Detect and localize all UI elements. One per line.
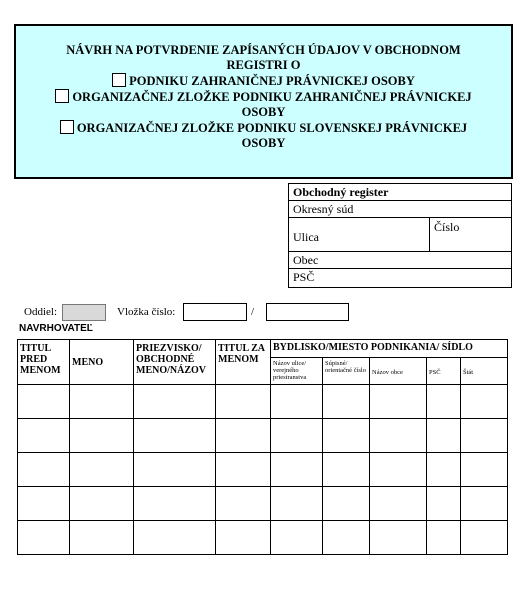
registry-divider <box>429 218 430 251</box>
registry-street-field[interactable] <box>289 218 511 252</box>
col-state: Štát <box>461 358 508 385</box>
checkbox-slovak-branch[interactable] <box>60 120 74 134</box>
col-title-after: TITUL ZA MENOM <box>216 340 271 385</box>
col-name: MENO <box>70 340 134 385</box>
table-cell[interactable] <box>461 385 508 419</box>
table-cell[interactable] <box>461 453 508 487</box>
option-slovak-branch-cont: OSOBY <box>241 136 286 150</box>
table-cell[interactable] <box>18 487 70 521</box>
table-cell[interactable] <box>70 453 134 487</box>
insert-separator: / <box>251 306 255 318</box>
table-cell[interactable] <box>427 487 461 521</box>
table-cell[interactable] <box>271 487 323 521</box>
registry-header: Obchodný register <box>289 184 511 201</box>
table-cell[interactable] <box>134 385 216 419</box>
applicant-table <box>17 339 508 555</box>
table-cell[interactable] <box>461 419 508 453</box>
option-foreign-entity-label: PODNIKU ZAHRANIČNEJ PRÁVNICKEJ OSOBY <box>129 74 415 88</box>
table-cell[interactable] <box>427 419 461 453</box>
table-row <box>18 453 508 487</box>
table-cell[interactable] <box>134 487 216 521</box>
insert-suffix-input[interactable] <box>266 303 349 321</box>
option-slovak-branch-label: ORGANIZAČNEJ ZLOŽKE PODNIKU SLOVENSKEJ PRÁVNICKEJ <box>76 121 468 135</box>
section-input[interactable] <box>62 304 106 321</box>
registry-postal-field[interactable] <box>289 269 511 287</box>
col-address-group: BYDLISKO/MIESTO PODNIKANIA/ SÍDLO <box>271 340 508 358</box>
table-cell[interactable] <box>271 385 323 419</box>
table-row <box>18 419 508 453</box>
registry-street-label: Ulica <box>293 230 319 244</box>
insert-number-input[interactable] <box>183 303 247 321</box>
option-foreign-branch-label: ORGANIZAČNEJ ZLOŽKE PODNIKU ZAHRANIČNEJ PRÁVNICKEJ <box>72 90 472 104</box>
section-label: Oddiel: <box>24 306 57 318</box>
table-row <box>18 487 508 521</box>
col-number: Súpisné/ orientačné číslo <box>323 358 370 385</box>
table-cell[interactable] <box>323 453 370 487</box>
form-title-box <box>14 24 513 179</box>
table-cell[interactable] <box>70 521 134 555</box>
table-cell[interactable] <box>18 521 70 555</box>
table-cell[interactable] <box>370 385 427 419</box>
col-surname: PRIEZVISKO/ OBCHODNÉ MENO/NÁZOV <box>134 340 216 385</box>
table-cell[interactable] <box>70 419 134 453</box>
table-cell[interactable] <box>18 453 70 487</box>
table-cell[interactable] <box>461 487 508 521</box>
table-cell[interactable] <box>216 419 271 453</box>
table-cell[interactable] <box>323 385 370 419</box>
table-cell[interactable] <box>427 453 461 487</box>
table-cell[interactable] <box>427 385 461 419</box>
table-cell[interactable] <box>70 385 134 419</box>
table-cell[interactable] <box>271 419 323 453</box>
registry-postal-label: PSČ <box>293 270 315 284</box>
table-cell[interactable] <box>461 521 508 555</box>
table-cell[interactable] <box>70 487 134 521</box>
table-cell[interactable] <box>323 419 370 453</box>
registry-box <box>288 183 512 288</box>
insert-number-label: Vložka číslo: <box>117 306 176 318</box>
col-title-before: TITUL PRED MENOM <box>18 340 70 385</box>
option-foreign-branch <box>16 89 511 105</box>
table-cell[interactable] <box>370 453 427 487</box>
table-cell[interactable] <box>323 487 370 521</box>
applicant-rows <box>18 385 508 555</box>
table-cell[interactable] <box>216 385 271 419</box>
applicant-heading: NAVRHOVATEĽ <box>19 323 93 334</box>
registry-court-field[interactable] <box>289 201 511 218</box>
form-title-line2: REGISTRI O <box>226 58 301 72</box>
table-cell[interactable] <box>18 419 70 453</box>
table-cell[interactable] <box>134 521 216 555</box>
option-slovak-branch <box>16 120 511 136</box>
table-cell[interactable] <box>370 521 427 555</box>
registry-number-label: Číslo <box>434 220 460 234</box>
table-row <box>18 385 508 419</box>
option-foreign-entity <box>16 73 511 89</box>
form-title-line1: NÁVRH NA POTVRDENIE ZAPÍSANÝCH ÚDAJOV V OBCHODNOM <box>66 43 461 57</box>
table-cell[interactable] <box>370 419 427 453</box>
col-postal: PSČ <box>427 358 461 385</box>
table-cell[interactable] <box>323 521 370 555</box>
option-foreign-branch-cont: OSOBY <box>241 105 286 119</box>
table-cell[interactable] <box>134 419 216 453</box>
table-cell[interactable] <box>427 521 461 555</box>
table-cell[interactable] <box>271 453 323 487</box>
table-cell[interactable] <box>216 453 271 487</box>
table-cell[interactable] <box>216 487 271 521</box>
checkbox-foreign-entity[interactable] <box>112 73 126 87</box>
registry-municipality-label: Obec <box>293 253 319 267</box>
checkbox-foreign-branch[interactable] <box>55 89 69 103</box>
table-cell[interactable] <box>216 521 271 555</box>
table-cell[interactable] <box>271 521 323 555</box>
table-cell[interactable] <box>134 453 216 487</box>
table-cell[interactable] <box>370 487 427 521</box>
col-street: Názov ulice/ verejného priestranstva <box>271 358 323 385</box>
table-cell[interactable] <box>18 385 70 419</box>
registry-municipality-field[interactable] <box>289 252 511 269</box>
table-row <box>18 521 508 555</box>
col-municipality: Názov obce <box>370 358 427 385</box>
registry-court-label: Okresný súd <box>293 202 354 216</box>
